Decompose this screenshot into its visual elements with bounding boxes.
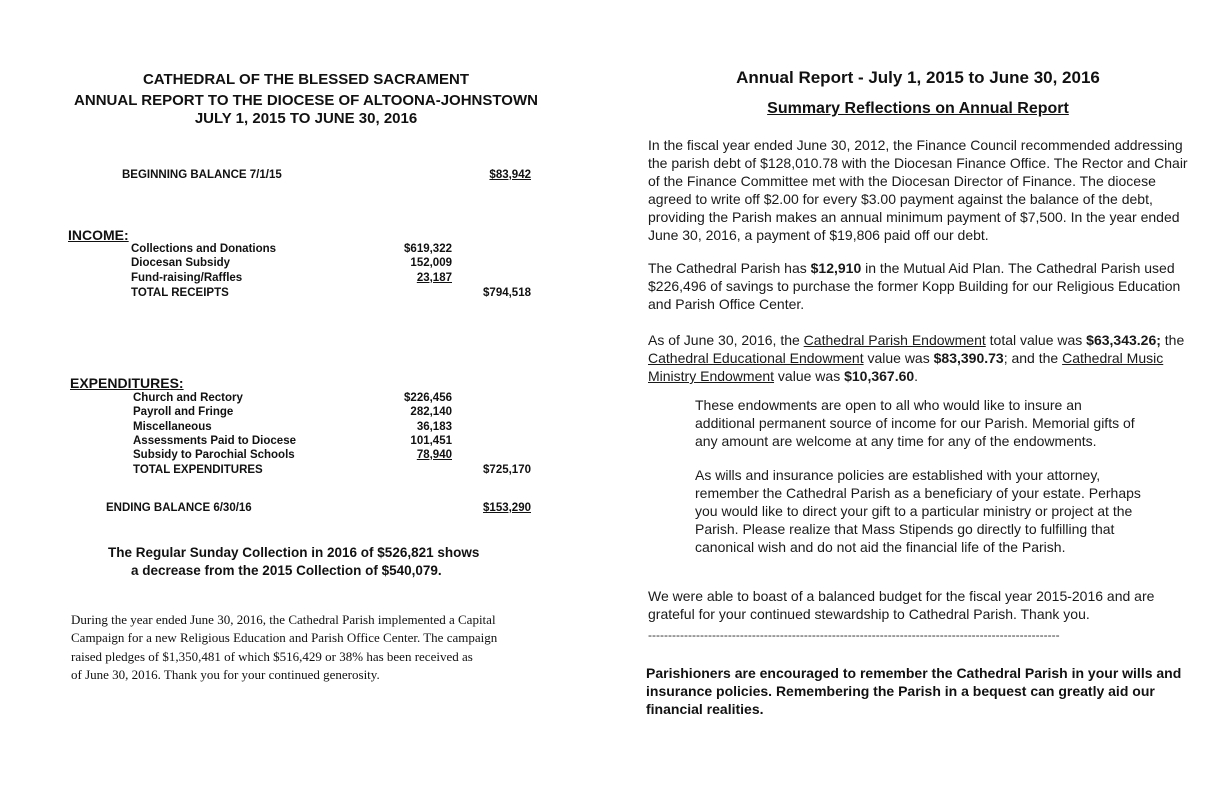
income-item-amount: 152,009 xyxy=(410,257,452,269)
mutual-aid-amount: $12,910 xyxy=(810,260,862,276)
music-endowment-label: Cathedral Music Ministry Endowment xyxy=(648,350,1164,384)
campaign-note-line: raised pledges of $1,350,481 of which $516,429 or 38% has been received as xyxy=(71,649,473,664)
educational-endowment-label: Cathedral Educational Endowment xyxy=(648,350,864,366)
debt-paragraph: In the fiscal year ended June 30, 2012, the Finance Council recommended addressing the parish debt of $128,010.78 with the Diocesan Finance Office. The Rector and Chair of the Finance Committee met with the Diocesan Director of Finance. The diocese agreed to write off $2.00 for every $3.00 payment against the balance of the debt, providing the Parish makes an annual minimum payment of $7,500. In the year ended June 30, 2016, a payment of $19,806 paid off our debt. xyxy=(648,137,1188,243)
report-header-line1: CATHEDRAL OF THE BLESSED SACRAMENT xyxy=(142,71,470,88)
parish-endowment-value: $63,343.26; xyxy=(1086,332,1161,348)
expense-total-amount: $725,170 xyxy=(483,464,531,476)
expense-total-label: TOTAL EXPENDITURES xyxy=(133,464,263,476)
collection-note-line1: The Regular Sunday Collection in 2016 of $526,821 shows xyxy=(108,545,480,560)
expense-item-label: Miscellaneous xyxy=(133,421,212,433)
expenditures-title: EXPENDITURES: xyxy=(70,375,184,391)
expense-item-label: Church and Rectory xyxy=(133,392,243,404)
income-total-label: TOTAL RECEIPTS xyxy=(131,287,229,299)
endowment-invite-paragraph: These endowments are open to all who would like to insure an additional permanent source of income for our Parish. Memorial gifts of any amount are welcome at any time for any of the endowments. xyxy=(695,397,1135,449)
summary-subtitle: Summary Reflections on Annual Report xyxy=(767,100,1069,117)
summary-page-title: Annual Report - July 1, 2015 to June 30, 2016 xyxy=(736,68,1100,87)
campaign-note-line: of June 30, 2016. Thank you for your continued generosity. xyxy=(71,667,380,682)
text-span: ; and the xyxy=(1003,350,1063,366)
income-item-amount: 23,187 xyxy=(416,272,452,284)
beginning-balance-total: $83,942 xyxy=(489,169,531,181)
text-span: value was xyxy=(863,350,934,366)
expense-item-amount: 282,140 xyxy=(410,406,452,418)
closing-message: Parishioners are encouraged to remember the Cathedral Parish in your wills and insurance policies. Remembering the Parish in a bequest can greatly aid our financial realities. xyxy=(646,665,1182,717)
expense-item-amount: 36,183 xyxy=(416,421,452,433)
expense-item-amount: $226,456 xyxy=(404,392,452,404)
music-endowment-value: $10,367.60 xyxy=(844,368,915,384)
parish-endowment-label: Cathedral Parish Endowment xyxy=(803,332,986,348)
income-title: INCOME: xyxy=(68,227,129,243)
ending-balance-total: $153,290 xyxy=(483,502,531,514)
expense-item-label: Assessments Paid to Diocese xyxy=(133,435,296,447)
beginning-balance-label: BEGINNING BALANCE 7/1/15 xyxy=(122,169,282,181)
text-span: As of June 30, 2016, the xyxy=(648,332,804,348)
report-header-line2: ANNUAL REPORT TO THE DIOCESE OF ALTOONA-JOHNSTOWN xyxy=(74,92,538,109)
income-item-label: Collections and Donations xyxy=(131,243,277,255)
report-header-line3: JULY 1, 2015 TO JUNE 30, 2016 xyxy=(194,110,418,127)
income-total-amount: $794,518 xyxy=(483,287,531,299)
text-span: in the Mutual Aid Plan. The Cathedral Parish used $226,496 of savings to purchase the former Kopp Building for our Religious Education and Parish Office Center. xyxy=(648,260,1181,312)
balanced-budget-paragraph: We were able to boast of a balanced budget for the fiscal year 2015-2016 and are grateful for your continued stewardship to Cathedral Parish. Thank you. xyxy=(648,588,1155,622)
expense-item-label: Payroll and Fringe xyxy=(133,406,234,418)
collection-note-line2: a decrease from the 2015 Collection of $540,079. xyxy=(131,563,442,578)
income-item-label: Diocesan Subsidy xyxy=(131,257,231,269)
text-span: total value was xyxy=(985,332,1087,348)
text-span: The Cathedral Parish has xyxy=(648,260,811,276)
expense-item-amount: 78,940 xyxy=(416,449,452,461)
ending-balance-label: ENDING BALANCE 6/30/16 xyxy=(106,502,252,514)
campaign-note-line: Campaign for a new Religious Education and Parish Office Center. The campaign xyxy=(71,630,498,645)
income-item-amount: $619,322 xyxy=(404,243,452,255)
expense-item-amount: 101,451 xyxy=(410,435,452,447)
text-span: the xyxy=(1160,332,1185,348)
expense-item-label: Subsidy to Parochial Schools xyxy=(133,449,295,461)
bequest-paragraph: As wills and insurance policies are established with your attorney, remember the Cathedral Parish as a beneficiary of your estate. Perhaps you would like to direct your gift to a particular ministry or project at the Parish. Please realize that Mass Stipends go directly to fulfilling that canonical wish and do not aid the financial life of the Parish. xyxy=(695,467,1141,555)
campaign-note-line: During the year ended June 30, 2016, the Cathedral Parish implemented a Capital xyxy=(71,612,496,627)
endowment-paragraph xyxy=(648,331,1189,385)
text-span: value was xyxy=(774,368,845,384)
income-item-label: Fund-raising/Raffles xyxy=(131,272,243,284)
dashed-divider: ------------------------------------------------------------------------------------------------------- xyxy=(648,628,1060,642)
mutual-aid-paragraph xyxy=(648,259,1189,313)
educational-endowment-value: $83,390.73 xyxy=(933,350,1004,366)
text-span: . xyxy=(914,368,919,384)
